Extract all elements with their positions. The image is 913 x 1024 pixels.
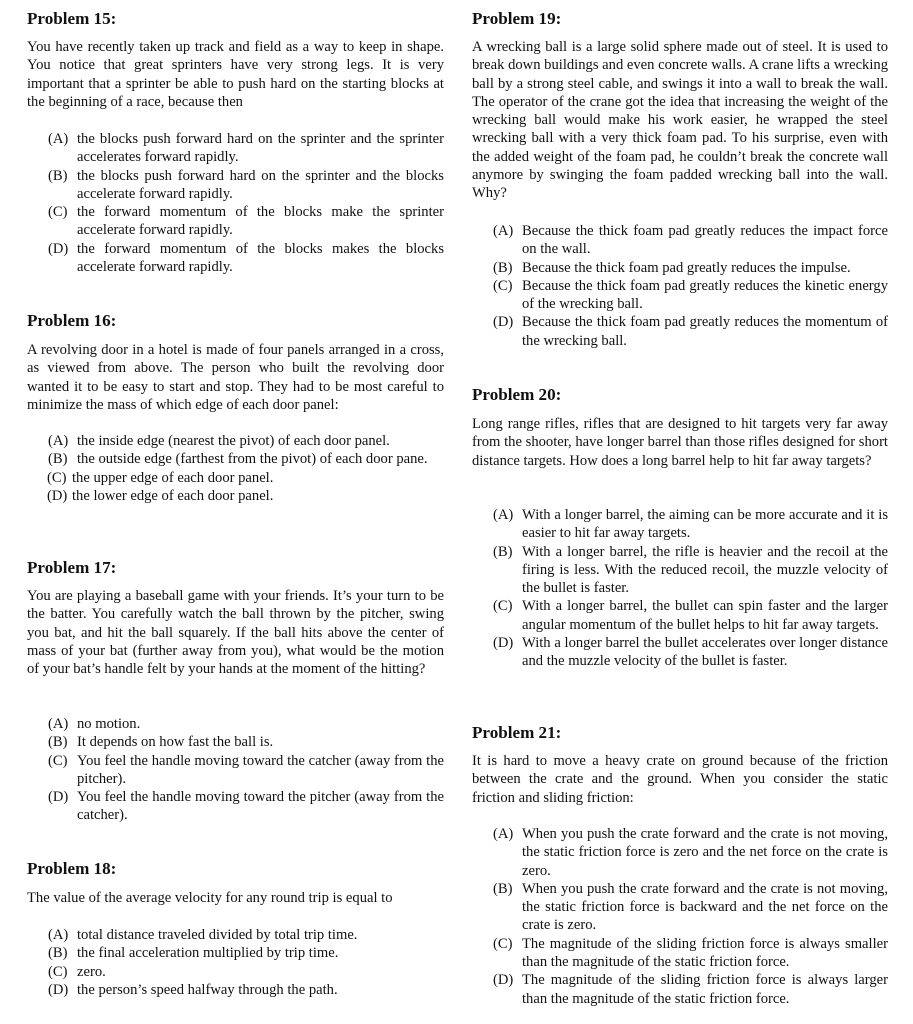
- option-text: You feel the handle moving toward the pitcher (away from the catcher).: [77, 789, 444, 824]
- options-list: [48, 926, 444, 999]
- option-c[interactable]: [48, 203, 444, 240]
- option-label: (A): [493, 223, 514, 239]
- option-label: (C): [48, 752, 68, 769]
- problem-21: [472, 723, 888, 1007]
- problem-title: Problem 19:: [472, 9, 562, 28]
- option-text: It depends on how fast the ball is.: [77, 734, 274, 751]
- problem-16: [27, 311, 444, 504]
- option-label: (A): [48, 716, 69, 732]
- option-text: the person’s speed halfway through the path.: [77, 981, 338, 998]
- option-label: (D): [48, 981, 69, 998]
- problem-stem: A revolving door in a hotel is made of four panels arranged in a cross, as viewed from above. The person who built the revolving door wanted it to be easy to start and stop. They had to be most careful to minimize the mass of which edge of each door panel:: [27, 342, 444, 413]
- option-d[interactable]: [493, 971, 888, 1008]
- option-label: (D): [493, 635, 514, 652]
- option-c[interactable]: [47, 469, 444, 487]
- option-text: Because the thick foam pad greatly reduces the momentum of the wrecking ball.: [522, 314, 888, 349]
- option-label: (B): [48, 451, 68, 468]
- option-d[interactable]: [48, 981, 444, 999]
- option-text: the outside edge (farthest from the pivot) of each door pane.: [77, 451, 428, 468]
- option-text: the blocks push forward hard on the sprinter and the sprinter accelerates forward rapidly.: [77, 131, 444, 166]
- options-list: [48, 432, 444, 505]
- option-b[interactable]: [48, 167, 444, 204]
- option-label: (C): [493, 935, 513, 952]
- options-list: [493, 825, 888, 1008]
- option-a[interactable]: [48, 926, 444, 944]
- option-text: With a longer barrel the bullet accelerates over longer distance and the muzzle velocity of the bullet is faster.: [522, 635, 888, 670]
- options-list: [48, 130, 444, 276]
- option-b[interactable]: [48, 944, 444, 962]
- option-text: zero.: [77, 963, 106, 980]
- option-text: the forward momentum of the blocks makes the blocks accelerate forward rapidly.: [77, 240, 444, 276]
- option-c[interactable]: [493, 277, 888, 314]
- option-b[interactable]: [493, 259, 888, 277]
- option-label: (B): [48, 734, 68, 751]
- option-label: (C): [47, 469, 67, 486]
- options-list: [493, 222, 888, 350]
- option-label: (A): [48, 433, 69, 449]
- option-label: (B): [48, 945, 68, 962]
- option-text: the blocks push forward hard on the sprinter and the blocks accelerate forward rapidly.: [77, 167, 444, 202]
- option-text: You feel the handle moving toward the catcher (away from the pitcher).: [77, 752, 444, 787]
- option-label: (A): [48, 927, 69, 943]
- option-label: (B): [493, 543, 513, 560]
- problem-stem: A wrecking ball is a large solid sphere made out of steel. It is used to break down buildings and even concrete walls. A crane lifts a wrecking ball by a strong steel cable, and swings it into a wall to break the wall. The operator of the crane got the idea that increasing the weight of the wrecking ball would make his work easier, he wrapped the steel wrecking ball with a very thick foam pad. To his surprise, even with the added weight of the foam pad, he couldn’t break the concrete wall anymore by swinging the foam padded wrecking ball into the wall. Why?: [472, 39, 888, 202]
- option-text: the upper edge of each door panel.: [72, 469, 274, 486]
- problem-title: Problem 16:: [27, 311, 117, 330]
- option-label: (B): [493, 259, 513, 276]
- problem-stem: Long range rifles, rifles that are designed to hit targets very far away from the shooter, have longer barrel than those rifles designed for short distance targets. How does a long barrel help to hit far away targets?: [472, 416, 888, 469]
- option-label: (D): [47, 487, 68, 504]
- problem-20: [472, 385, 888, 670]
- option-text: Because the thick foam pad greatly reduces the impulse.: [522, 259, 851, 276]
- option-d[interactable]: [493, 634, 888, 671]
- option-label: (C): [48, 204, 68, 221]
- problem-title: Problem 21:: [472, 723, 562, 742]
- problem-17: [27, 558, 444, 824]
- option-text: the final acceleration multiplied by trip time.: [77, 945, 339, 962]
- option-d[interactable]: [493, 313, 888, 350]
- option-label: (D): [48, 240, 69, 257]
- problem-title: Problem 18:: [27, 859, 117, 878]
- option-d[interactable]: [47, 487, 444, 505]
- option-text: Because the thick foam pad greatly reduces the impact force on the wall.: [522, 223, 888, 258]
- option-b[interactable]: [48, 733, 444, 751]
- option-text: the forward momentum of the blocks make the sprinter accelerate forward rapidly.: [77, 204, 444, 239]
- option-text: When you push the crate forward and the crate is not moving, the static friction force is zero and the net force on the crate is zero.: [522, 826, 888, 879]
- option-label: (D): [493, 972, 514, 989]
- problem-title: Problem 17:: [27, 558, 117, 577]
- option-text: With a longer barrel, the aiming can be more accurate and it is easier to hit far away targets.: [522, 507, 888, 542]
- option-text: the lower edge of each door panel.: [72, 487, 274, 504]
- problem-stem: The value of the average velocity for any round trip is equal to: [27, 890, 393, 906]
- option-b[interactable]: [48, 450, 444, 468]
- option-text: The magnitude of the sliding friction force is always larger than the magnitude of the static friction force.: [522, 972, 888, 1007]
- problem-stem: You are playing a baseball game with your friends. It’s your turn to be the batter. You carefully watch the ball thrown by the pitcher, swing you bat, and hit the ball squarely. If the ball hits above the center of mass of your bat (further away from you), what would be the motion of your bat’s handle felt by your hands at the moment of the hitting?: [27, 588, 444, 678]
- option-text: Because the thick foam pad greatly reduces the kinetic energy of the wrecking ball.: [522, 277, 888, 313]
- problem-stem: You have recently taken up track and field as a way to keep in shape. You notice that great sprinters have very strong legs. It is very important that a sprinter be able to push hard on the starting blocks at the beginning of a race, because then: [27, 39, 444, 110]
- problem-stem: It is hard to move a heavy crate on ground because of the friction between the crate and the ground. When you consider the static friction and sliding friction:: [472, 753, 888, 806]
- option-a[interactable]: [493, 222, 888, 259]
- option-label: (C): [48, 963, 68, 980]
- option-a[interactable]: [493, 506, 888, 543]
- option-a[interactable]: [48, 432, 444, 450]
- problem-15: [27, 9, 444, 276]
- option-a[interactable]: [493, 825, 888, 880]
- option-text: the inside edge (nearest the pivot) of each door panel.: [77, 433, 390, 449]
- option-c[interactable]: [48, 752, 444, 789]
- option-c[interactable]: [493, 935, 888, 972]
- option-b[interactable]: [493, 543, 888, 598]
- problem-title: Problem 15:: [27, 9, 117, 28]
- problem-18: [27, 859, 444, 998]
- option-label: (C): [493, 277, 513, 294]
- option-label: (A): [493, 507, 514, 523]
- option-text: With a longer barrel, the bullet can spin faster and the larger angular momentum of the bullet helps to hit far away targets.: [522, 598, 888, 633]
- option-text: With a longer barrel, the rifle is heavier and the recoil at the firing is less. With the reduced recoil, the muzzle velocity of the bullet is faster.: [522, 543, 888, 597]
- option-label: (A): [493, 826, 514, 842]
- option-c[interactable]: [493, 597, 888, 634]
- option-a[interactable]: [48, 715, 444, 733]
- problem-19: [472, 9, 888, 349]
- options-list: [48, 715, 444, 825]
- options-list: [493, 506, 888, 671]
- option-b[interactable]: [493, 880, 888, 935]
- option-d[interactable]: [48, 788, 444, 825]
- option-text: total distance traveled divided by total trip time.: [77, 927, 358, 943]
- option-text: When you push the crate forward and the crate is not moving, the static friction force is backward and the net force on the crate is zero.: [522, 880, 888, 934]
- option-label: (A): [48, 131, 69, 147]
- option-a[interactable]: [48, 130, 444, 167]
- option-label: (D): [48, 789, 69, 806]
- option-label: (C): [493, 598, 513, 615]
- option-label: (B): [493, 880, 513, 897]
- option-label: (B): [48, 167, 68, 184]
- problem-title: Problem 20:: [472, 385, 562, 404]
- option-label: (D): [493, 314, 514, 331]
- option-text: no motion.: [77, 716, 141, 732]
- option-c[interactable]: [48, 963, 444, 981]
- option-text: The magnitude of the sliding friction force is always smaller than the magnitude of the static friction force.: [522, 935, 888, 971]
- option-d[interactable]: [48, 240, 444, 277]
